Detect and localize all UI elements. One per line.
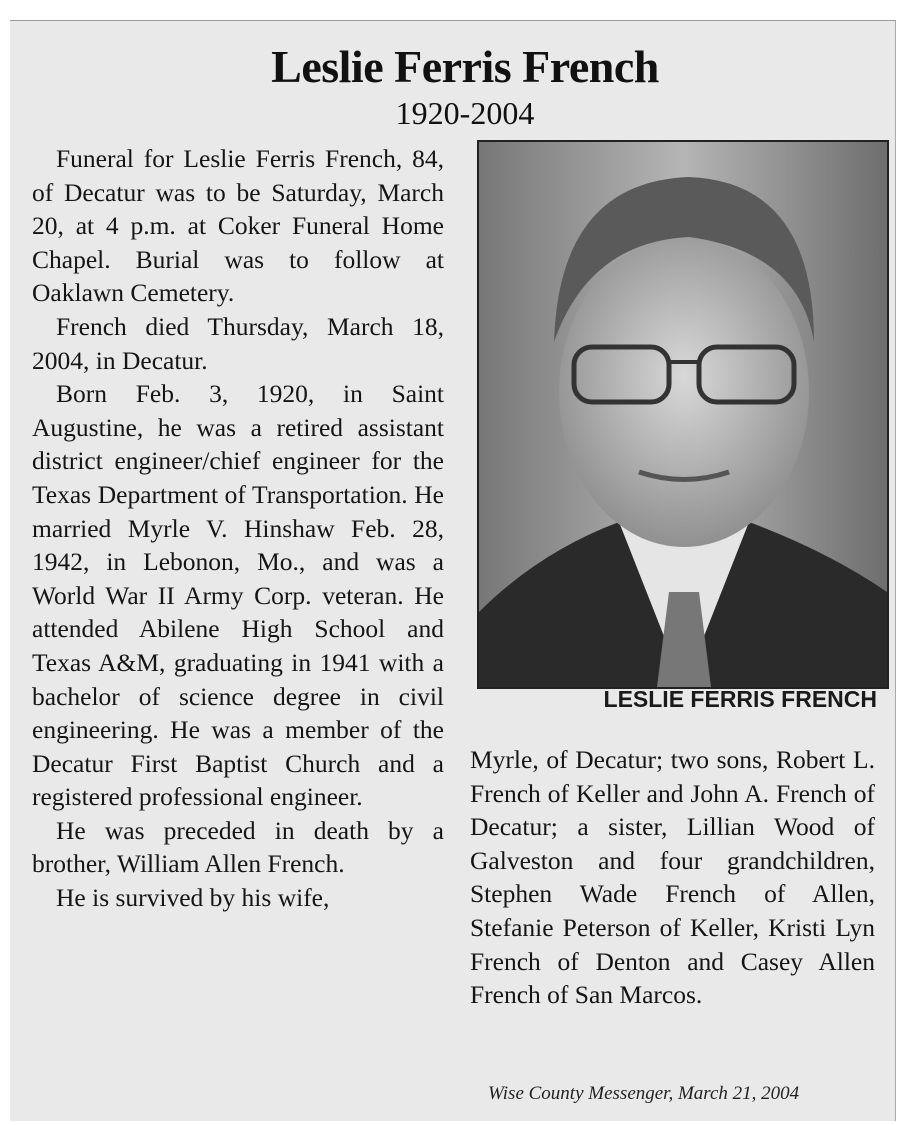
photo-caption: LESLIE FERRIS FRENCH [603, 686, 877, 712]
paragraph-survived: He is survived by his wife, [56, 883, 330, 913]
portrait-photo [477, 140, 889, 689]
paragraph-death: French died Thursday, March 18, 2004, in Decatur. [32, 311, 444, 375]
obituary-left-column [32, 142, 444, 915]
headline: Leslie Ferris French [271, 41, 659, 92]
paragraph-preceded: He was preceded in death by a brother, William Allen French. [32, 815, 444, 879]
paragraph-biography: Born Feb. 3, 1920, in Saint Augustine, he was a retired assistant district engineer/chief engineer for the Texas Department of Transportation. He married Myrle V. Hinshaw Feb. 28, 1942, in Lebonon, Mo., and was a World War II Army Corp. veteran. He attended Abilene High School and Texas A&M, graduating in 1941 with a bachelor of science degree in civil engineering. He was a member of the Decatur First Baptist Church and a registered professional engineer. [32, 379, 444, 812]
paragraph-survivors: Myrle, of Decatur; two sons, Robert L. French of Keller and John A. French of Decatur; a sister, Lillian Wood of Galveston and four grandchildren, Stephen Wade French of Allen, Stefanie Peterson of Keller, Kristi Lyn French of Denton and Casey Allen French of San Marcos. [470, 745, 875, 1010]
paragraph-funeral: Funeral for Leslie Ferris French, 84, of Decatur was to be Saturday, March 20, at 4 p.m. at Coker Funeral Home Chapel. Burial was to follow at Oaklawn Cemetery. [32, 144, 444, 308]
obituary-right-column [470, 743, 875, 1012]
source-credit: Wise County Messenger, March 21, 2004 [488, 1083, 800, 1104]
life-years: 1920-2004 [395, 95, 535, 131]
